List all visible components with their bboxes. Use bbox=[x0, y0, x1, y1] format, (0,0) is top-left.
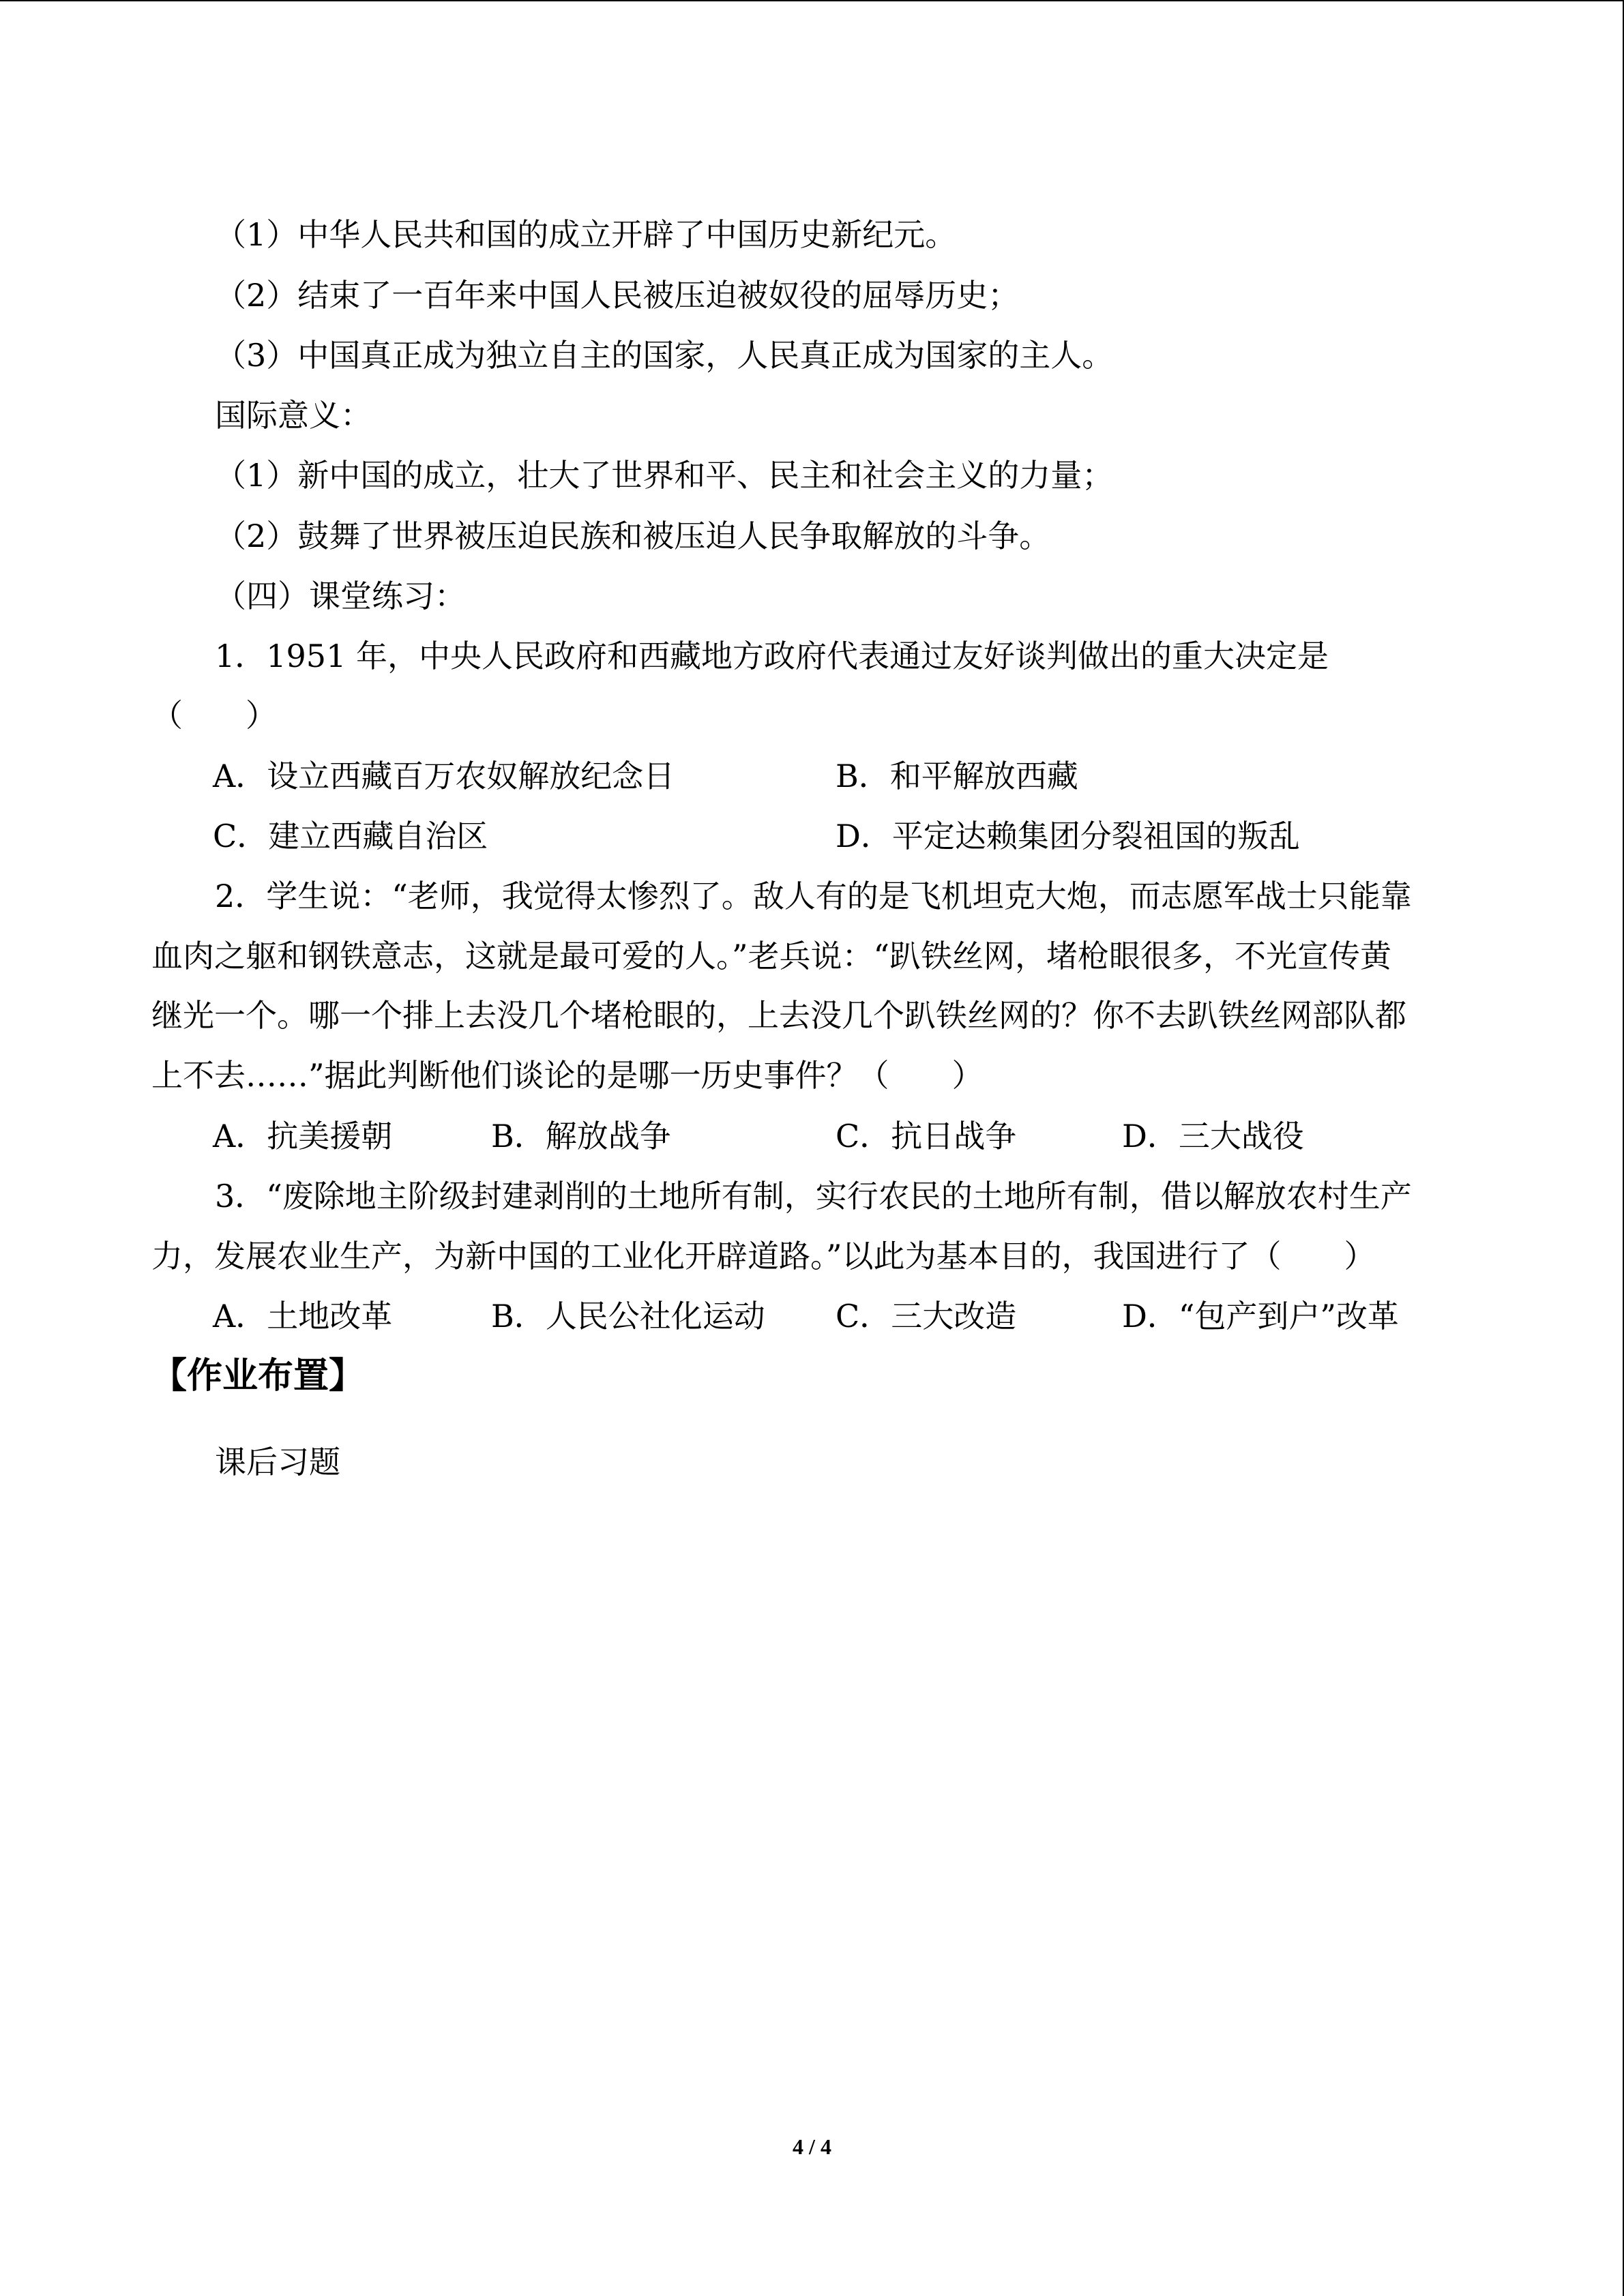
domestic-item-3: （3）中国真正成为独立自主的国家，人民真正成为国家的主人。 bbox=[215, 337, 1114, 374]
q2-stem-line-2: 血肉之躯和钢铁意志，这就是最可爱的人。”老兵说：“趴铁丝网，堵枪眼很多，不光宣传黄 bbox=[151, 938, 1392, 974]
q3-stem-line-2: 力，发展农业生产，为新中国的工业化开辟道路。”以此为基本目的，我国进行了（ ） bbox=[151, 1238, 1376, 1274]
international-item-1: （1）新中国的成立，壮大了世界和平、民主和社会主义的力量； bbox=[215, 457, 1114, 494]
practice-heading: （四）课堂练习： bbox=[215, 578, 466, 614]
q1-option-a: A．设立西藏百万农奴解放纪念日 bbox=[213, 758, 675, 794]
q2-stem-line-3: 继光一个。哪一个排上去没几个堵枪眼的，上去没几个趴铁丝网的？你不去趴铁丝网部队都 bbox=[151, 997, 1406, 1034]
homework-text: 课后习题 bbox=[215, 1444, 340, 1480]
q1-option-d: D．平定达赖集团分裂祖国的叛乱 bbox=[836, 818, 1300, 854]
q1-stem-line-2: （ ） bbox=[151, 697, 277, 734]
q2-option-a: A．抗美援朝 bbox=[213, 1118, 393, 1154]
q2-option-b: B．解放战争 bbox=[491, 1118, 671, 1154]
international-label: 国际意义： bbox=[215, 397, 372, 434]
homework-heading: 【作业布置】 bbox=[151, 1356, 365, 1397]
q1-option-c: C．建立西藏自治区 bbox=[213, 818, 488, 854]
page-number: 4 / 4 bbox=[793, 2134, 831, 2159]
q2-stem-line-1: 2．学生说：“老师，我觉得太惨烈了。敌人有的是飞机坦克大炮，而志愿军战士只能靠 bbox=[215, 878, 1412, 914]
international-item-2: （2）鼓舞了世界被压迫民族和被压迫人民争取解放的斗争。 bbox=[215, 518, 1051, 554]
q3-stem-line-1: 3．“废除地主阶级封建剥削的土地所有制，实行农民的土地所有制，借以解放农村生产 bbox=[215, 1178, 1412, 1214]
q2-option-c: C．抗日战争 bbox=[836, 1118, 1017, 1154]
domestic-item-2: （2）结束了一百年来中国人民被压迫被奴役的屈辱历史； bbox=[215, 277, 1020, 314]
q3-option-c: C．三大改造 bbox=[836, 1298, 1017, 1335]
q1-stem-line-1: 1．1951 年，中央人民政府和西藏地方政府代表通过友好谈判做出的重大决定是 bbox=[215, 638, 1329, 674]
q3-option-a: A．土地改革 bbox=[213, 1298, 393, 1335]
q3-option-b: B．人民公社化运动 bbox=[491, 1298, 765, 1335]
q2-option-d: D．三大战役 bbox=[1122, 1118, 1304, 1154]
domestic-item-1: （1）中华人民共和国的成立开辟了中国历史新纪元。 bbox=[215, 216, 957, 253]
q3-option-d: D．“包产到户”改革 bbox=[1122, 1298, 1399, 1335]
q2-stem-line-4: 上不去……”据此判断他们谈论的是哪一历史事件？（ ） bbox=[151, 1057, 984, 1094]
q1-option-b: B．和平解放西藏 bbox=[836, 758, 1078, 794]
